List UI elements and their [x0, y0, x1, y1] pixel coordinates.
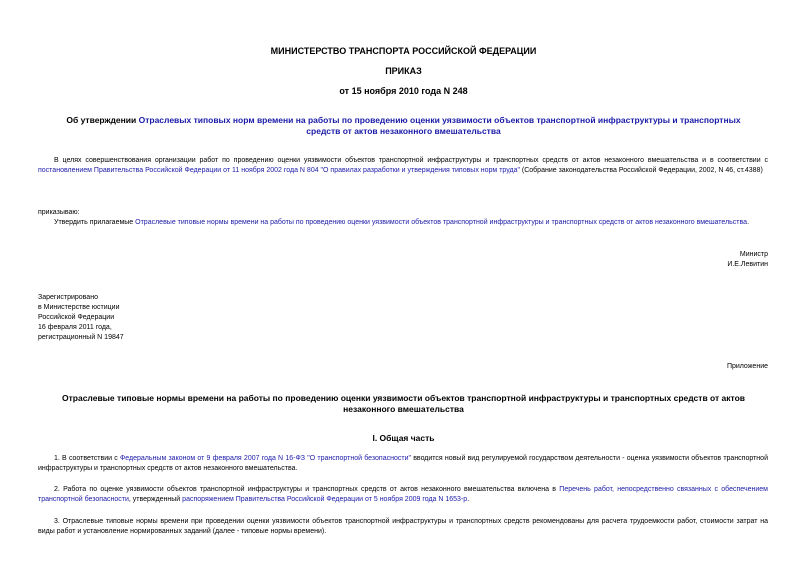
registration-line: Зарегистрировано: [38, 294, 98, 301]
appendix-label: Приложение: [726, 363, 768, 370]
preamble-text-after: (Собрание законодательства Российской Федерации, 2002, N 46, ст.4388): [519, 167, 763, 174]
signature-title: Министр: [739, 251, 768, 258]
preamble-text-before: В целях совершенствования организации работ по проведению оценки уязвимости объектов транспортной инфраструктуры и транспортных средств от актов незаконного вмешательства и в соответствии с: [54, 157, 768, 164]
approve-prefix: Утвердить прилагаемые: [54, 219, 136, 226]
registration-line: регистрационный N 19847: [38, 334, 124, 341]
p2-text-mid: , утвержденный: [128, 496, 183, 503]
p2-text-after: .: [467, 496, 470, 503]
p1-text-before: 1. В соответствии с: [54, 455, 120, 462]
signature-name: И.Е.Левитин: [727, 261, 768, 268]
doc-type-heading: ПРИКАЗ: [385, 66, 422, 76]
section-heading: I. Общая часть: [372, 433, 435, 443]
preamble-paragraph: [38, 156, 768, 176]
paragraph-3: 3. Отраслевые типовые нормы времени при проведении оценки уязвимости объектов транспортной инфраструктуры и транспортных средств рекомендованы для расчета трудоемкости работ, стоимости затрат на виды работ и установление нормированных заданий (далее - типовые нормы времени).: [38, 518, 768, 535]
appendix-title: Отраслевые типовые нормы времени на работы по проведению оценки уязвимости объектов транспортной инфраструктуры и транспортных средств от актов незаконного вмешательства: [62, 393, 745, 414]
subject-prefix: Об утверждении: [66, 115, 139, 125]
preamble-link[interactable]: постановлением Правительства Российской Федерации от 11 ноября 2002 года N 804 "О правилах разработки и утверждения типовых норм труда": [38, 167, 520, 174]
subject-link[interactable]: Отраслевых типовых норм времени на работы по проведению оценки уязвимости объектов транспортной инфраструктуры и транспортных средств от актов незаконного вмешательства: [138, 115, 741, 136]
p2-text-before: 2. Работа по оценке уязвимости объектов транспортной инфраструктуры и транспортных средств от актов незаконного вмешательства включена в: [54, 486, 560, 493]
p2-link-order[interactable]: распоряжением Правительства Российской Федерации от 5 ноября 2009 года N 1653-р: [182, 496, 468, 503]
prikazyvayu-label: приказываю:: [38, 209, 80, 216]
p2-link-list[interactable]: Перечень работ, непосредственно связанных с обеспечением транспортной безопасности: [38, 486, 768, 503]
registration-block: [38, 293, 124, 343]
subject-title: [50, 115, 757, 137]
approve-link[interactable]: Отраслевые типовые нормы времени на работы по проведению оценки уязвимости объектов транспортной инфраструктуры и транспортных средств от актов незаконного вмешательства: [135, 219, 748, 226]
paragraph-1: [38, 454, 768, 474]
registration-line: 16 февраля 2011 года,: [38, 324, 112, 331]
approve-suffix: .: [747, 219, 750, 226]
approve-paragraph: [38, 218, 768, 228]
p1-text-after: вводится новый вид регулируемой государством деятельности - оценка уязвимости объектов транспортной инфраструктуры и транспортных средств от актов незаконного вмешательства.: [38, 455, 768, 472]
ministry-heading: МИНИСТЕРСТВО ТРАНСПОРТА РОССИЙСКОЙ ФЕДЕРАЦИИ: [270, 46, 537, 56]
date-number-heading: от 15 ноября 2010 года N 248: [339, 86, 468, 96]
p1-link[interactable]: Федеральным законом от 9 февраля 2007 года N 16-ФЗ "О транспортной безопасности": [119, 455, 411, 462]
registration-line: Российской Федерации: [38, 314, 115, 321]
registration-line: в Министерстве юстиции: [38, 304, 120, 311]
paragraph-2: [38, 485, 768, 505]
